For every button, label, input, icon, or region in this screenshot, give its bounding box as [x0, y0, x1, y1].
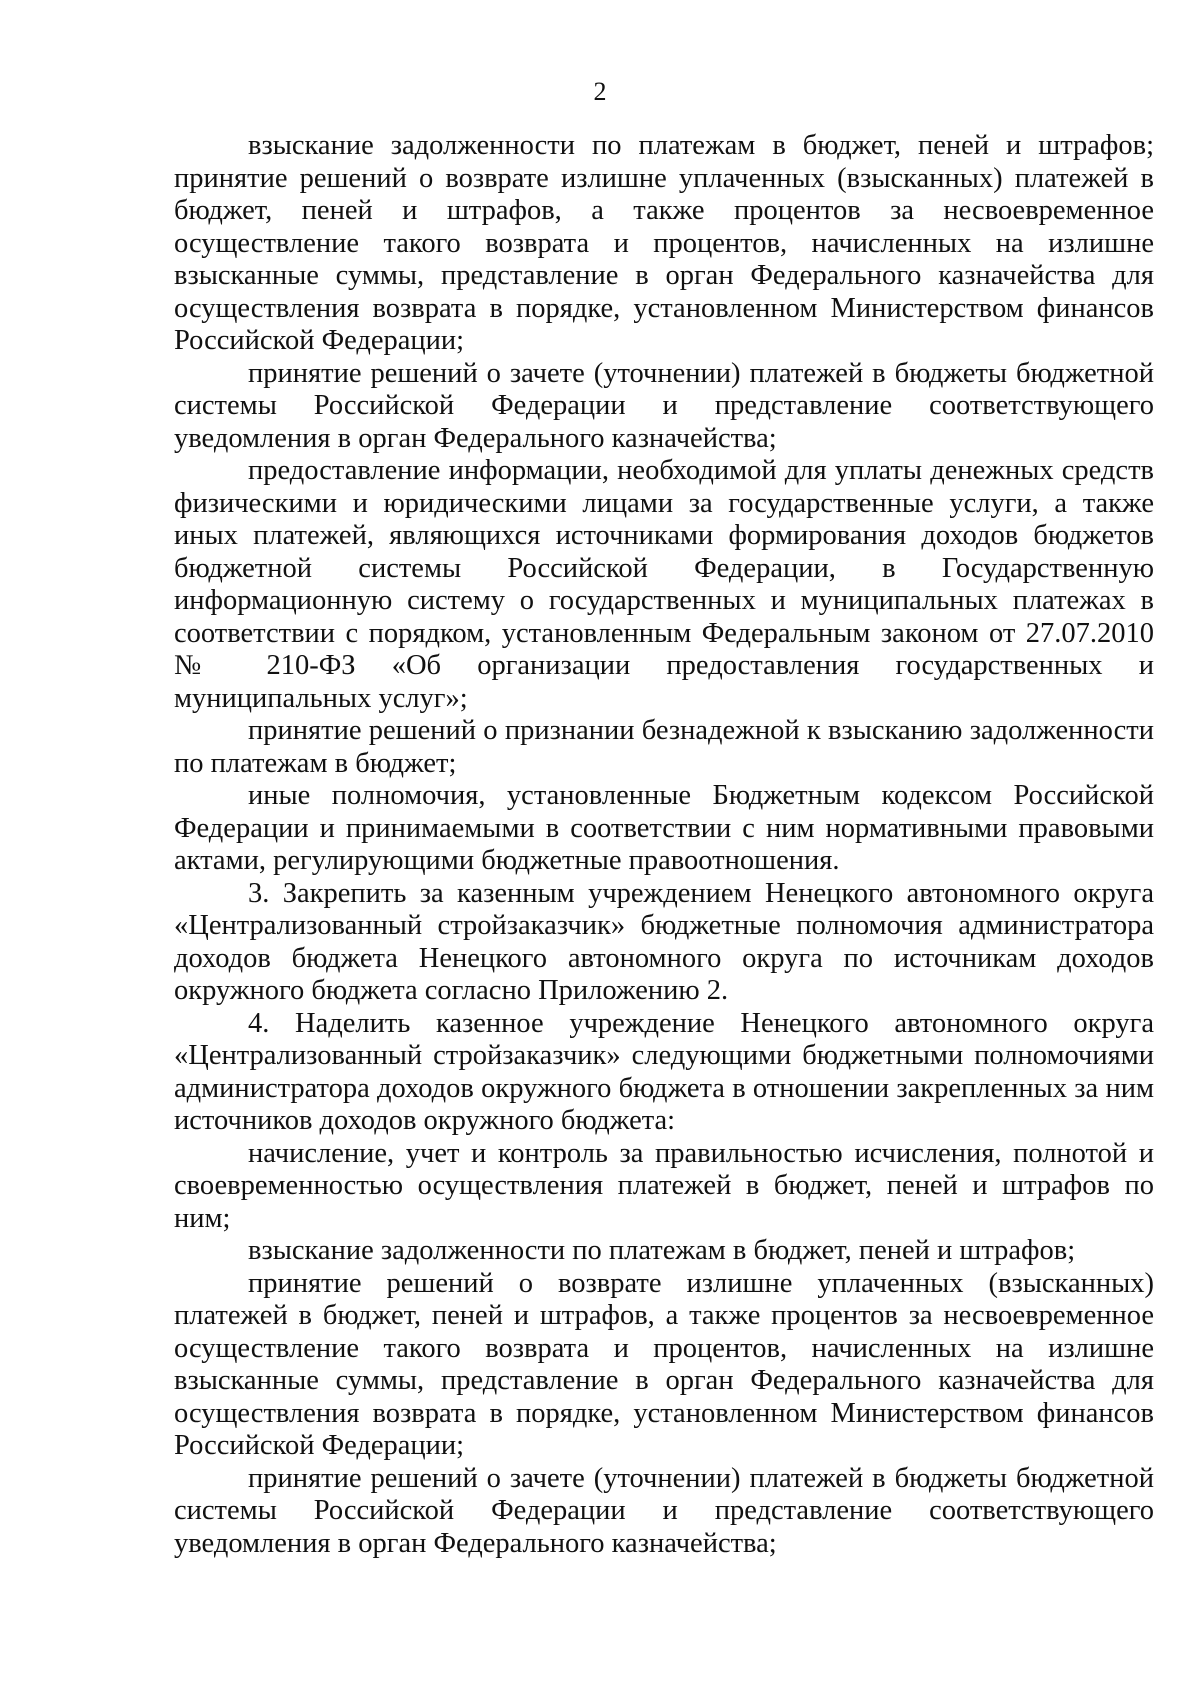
document-body [174, 130, 1154, 1560]
paragraph-bad-debt-decisions: принятие решений о признании безнадежной к взысканию задолженности по платежам в бюджет; [174, 715, 1154, 779]
paragraph-offset-decisions-2: принятие решений о зачете (уточнении) платежей в бюджеты бюджетной системы Российской Федерации и представление соответствующего уведомления в орган Федерального казначейства; [174, 1462, 1154, 1559]
paragraph-information-provision: предоставление информации, необходимой для уплаты денежных средств физическими и юридическими лицами за государственные услуги, а также иных платежей, являющихся источниками формирования доходов бюджетов бюджетной системы Российской Федерации, в Государственную информационную систему о государственных и муниципальных платежах в соответствии с порядком, установленным Федеральным законом от 27.07.2010 № 210-ФЗ «Об организации предоставления государственных и муниципальных услуг»; [174, 455, 1154, 714]
paragraph-refund-decisions: принятие решений о возврате излишне уплаченных (взысканных) платежей в бюджет, пеней и штрафов, а также процентов за несвоевременное осуществление такого возврата и процентов, начисленных на излишне взысканные суммы, представление в орган Федерального казначейства для осуществления возврата в порядке, установленном Министерством финансов Российской Федерации; [174, 1267, 1154, 1461]
paragraph-other-powers: иные полномочия, установленные Бюджетным кодексом Российской Федерации и принимаемыми в соответствии с ним нормативными правовыми актами, регулирующими бюджетные правоотношения. [174, 780, 1154, 876]
paragraph-clause-3: 3. Закрепить за казенным учреждением Ненецкого автономного округа «Централизованный стройзаказчик» бюджетные полномочия администратора доходов бюджета Ненецкого автономного округа по источникам доходов окружного бюджета согласно Приложению 2. [174, 877, 1154, 1006]
page-number: 2 [593, 77, 607, 106]
paragraph-debt-collection: взыскание задолженности по платежам в бюджет, пеней и штрафов; [248, 1235, 1076, 1266]
paragraph-offset-decisions: принятие решений о зачете (уточнении) платежей в бюджеты бюджетной системы Российской Федерации и представление соответствующего уведомления в орган Федерального казначейства; [174, 357, 1154, 454]
paragraph-collection-authority: взыскание задолженности по платежам в бюджет, пеней и штрафов; принятие решений о возврате излишне уплаченных (взысканных) платежей в бюджет, пеней и штрафов, а также процентов за несвоевременное осуществление такого возврата и процентов, начисленных на излишне взысканные суммы, представление в орган Федерального казначейства для осуществления возврата в порядке, установленном Министерством финансов Российской Федерации; [174, 130, 1154, 356]
paragraph-accrual-control: начисление, учет и контроль за правильностью исчисления, полнотой и своевременностью осуществления платежей в бюджет, пеней и штрафов по ним; [174, 1137, 1154, 1234]
paragraph-clause-4: 4. Наделить казенное учреждение Ненецкого автономного округа «Централизованный стройзаказчик» следующими бюджетными полномочиями администратора доходов окружного бюджета в отношении закрепленных за ним источников доходов окружного бюджета: [174, 1007, 1154, 1136]
